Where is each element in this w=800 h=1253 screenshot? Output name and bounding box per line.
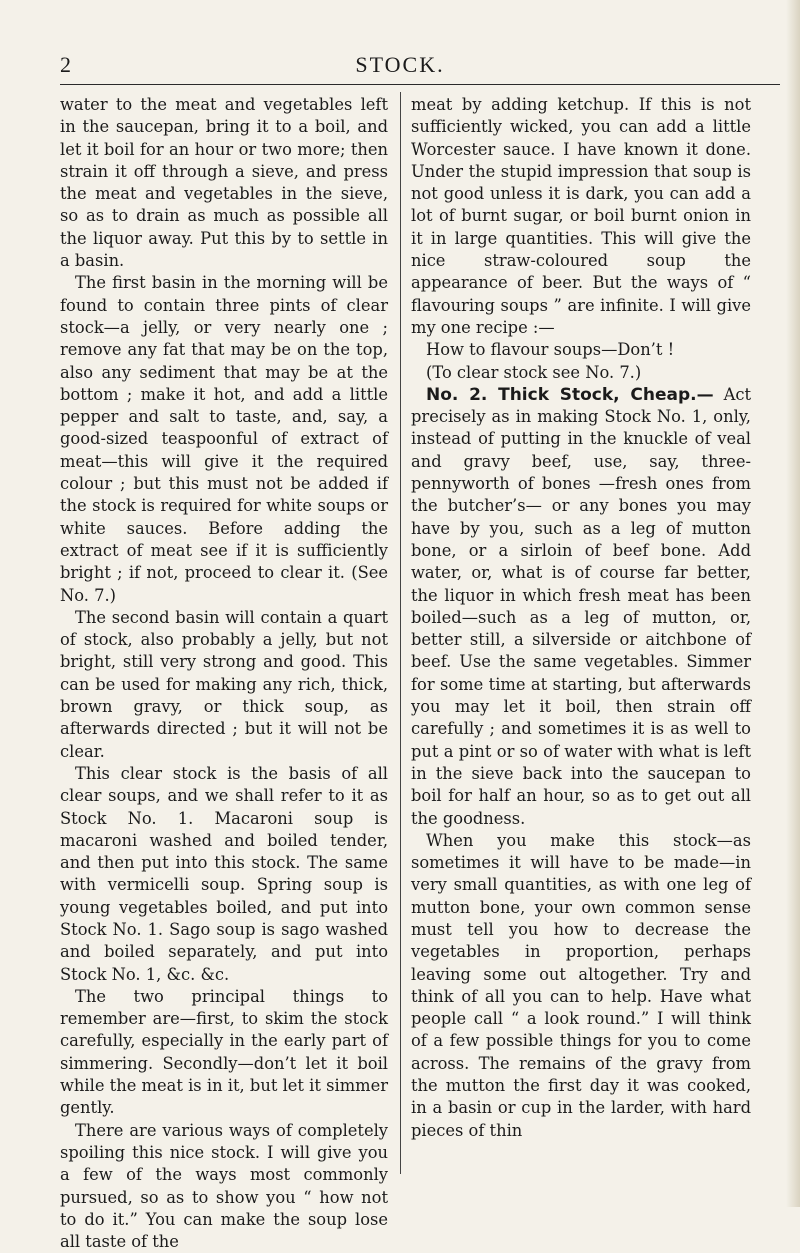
paragraph: (To clear stock see No. 7.) (426, 362, 642, 382)
paragraph: There are various ways of completely spoiling this nice stock. I will give you a few of the ways most commonly pursued, so as to show you “ how not to do it.” You can make the soup lose all taste of the (60, 1120, 388, 1252)
header-rule (60, 84, 780, 85)
paragraph-text: Act precisely as in making Stock No. 1, only, instead of putting in the knuckle of veal and gravy beef, use, say, three-pennyworth of bones —fresh ones from the butcher’s— or any bones you may have by you, such as a leg of mutton bone, or a sirloin of beef bone. Add water, or, what is of course far better, the liquor in which fresh meat has been boiled—such as a leg of mutton, or, better still, a silverside or aitchbone of beef. Use the same vegetables. Simmer for some time at starting, but afterwards you may let it boil, then strain off carefully ; and sometimes it is as well to put a pint or so of water with what is left in the sieve back into the saucepan to boil for half an hour, so as to get out all the goodness. (411, 384, 751, 828)
left-column (60, 94, 388, 1253)
right-column (411, 94, 751, 1142)
paragraph: This clear stock is the basis of all clear soups, and we shall refer to it as Stock No. 1. Macaroni soup is macaroni washed and boiled tender, and then put into this stock. The same with vermicelli soup. Spring soup is young vegetables boiled, and put into Stock No. 1. Sago soup is sago washed and boiled separately, and put into Stock No. 1, &c. &c. (60, 763, 388, 984)
page-number: 2 (60, 52, 71, 77)
paragraph: water to the meat and vegetables left in the saucepan, bring it to a boil, and let it boil for an hour or two more; then strain it off through a sieve, and press the meat and vegetables in the sieve, so as to drain as much as possible all the liquor away. Put this by to settle in a basin. (60, 95, 388, 271)
paragraph: The first basin in the morning will be found to contain three pints of clear stock—a jelly, or very nearly one ; remove any fat that may be on the top, also any sediment that may be at the bottom ; make it hot, and add a little pepper and salt to taste, and, say, a good-sized teaspoonful of extract of meat—this will give it the required colour ; but this must not be added if the stock is required for white soups or white sauces. Before adding the extract of meat see if it is sufficiently bright ; if not, proceed to clear it. (See No. 7.) (60, 273, 388, 605)
section-paragraph (411, 384, 751, 830)
page-edge-shadow (786, 0, 800, 1207)
paragraph: meat by adding ketchup. If this is not sufficiently wicked, you can add a little Worcester sauce. I have known it done. Under the stupid impression that soup is not good unless it is dark, you can add a lot of burnt sugar, or boil burnt onion in it in large quantities. This will give the nice straw-coloured soup the appearance of beer. But the ways of “ flavouring soups ” are infinite. I will give my one recipe :— (411, 95, 751, 337)
paragraph: The second basin will contain a quart of stock, also probably a jelly, but not bright, still very strong and good. This can be used for making any rich, thick, brown gravy, or thick soup, as afterwards directed ; but it will not be clear. (60, 607, 388, 761)
column-divider (400, 92, 401, 1174)
paragraph: How to flavour soups—Don’t ! (426, 340, 675, 360)
paragraph: The two principal things to remember are—first, to skim the stock carefully, especially in the early part of simmering. Secondly—don’t let it boil while the meat is in it, but let it simmer gently. (60, 986, 388, 1118)
paragraph: When you make this stock—as sometimes it will have to be made—in very small quantities, as with one leg of mutton bone, your own common sense must tell you how to decrease the vegetables in proportion, perhaps leaving some out altogether. Try and think of all you can to help. Have what people call “ a look round.” I will think of a few possible things for you to come across. The remains of the gravy from the mutton the first day it was cooked, in a basin or cup in the larder, with hard pieces of thin (411, 830, 751, 1140)
section-heading: No. 2. Thick Stock, Cheap.— (426, 384, 714, 405)
running-title: STOCK. (355, 52, 445, 77)
